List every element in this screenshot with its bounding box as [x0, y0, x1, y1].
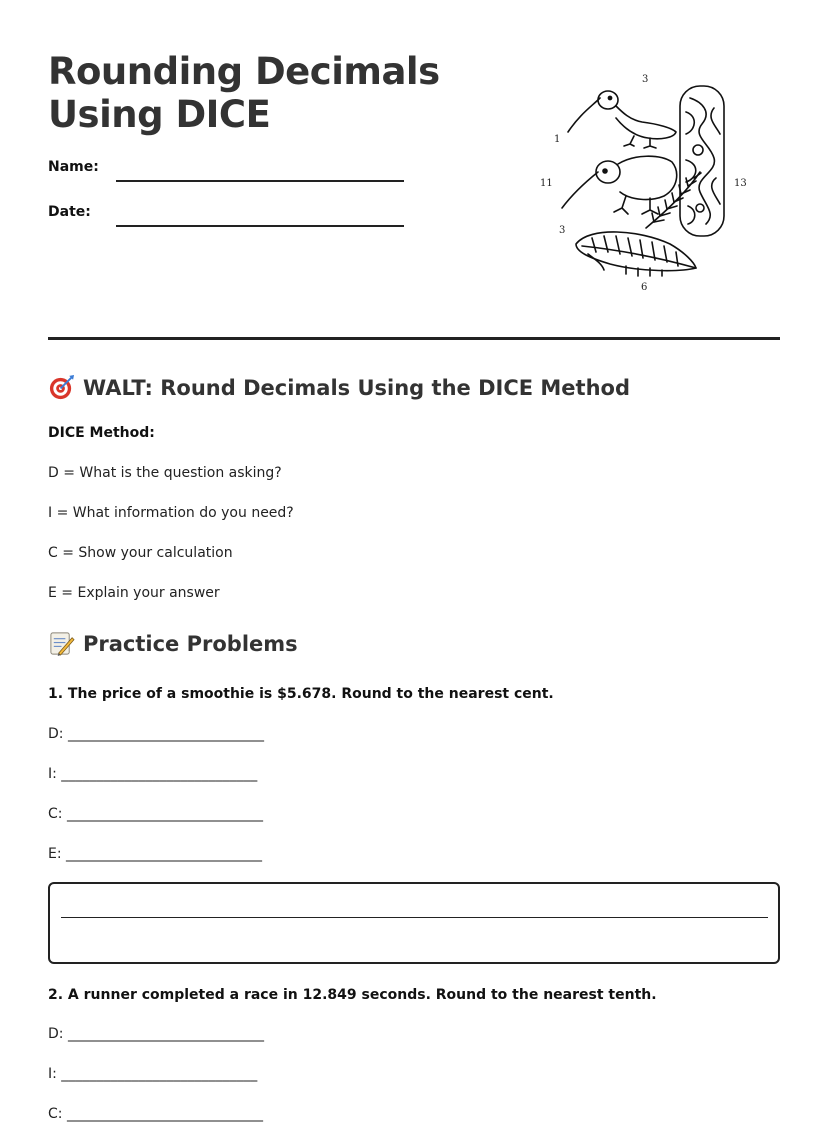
problem-1-question: 1. The price of a smoothie is $5.678. Round to the nearest cent.: [48, 686, 554, 702]
illus-number-bottom: 6: [641, 282, 648, 293]
dice-step-d: D = What is the question asking?: [48, 465, 282, 481]
illus-number-left-upper: 1: [554, 134, 561, 145]
date-field[interactable]: [116, 225, 404, 227]
walt-heading: [48, 374, 630, 401]
problem-2-d-line[interactable]: D: ____________________________: [48, 1026, 264, 1042]
problem-1-c-line[interactable]: C: ____________________________: [48, 806, 263, 822]
dice-step-i: I = What information do you need?: [48, 505, 294, 521]
page-title: [48, 50, 440, 136]
problem-1-d-line[interactable]: D: ____________________________: [48, 726, 264, 742]
name-field[interactable]: [116, 180, 404, 182]
problem-2-question: 2. A runner completed a race in 12.849 seconds. Round to the nearest tenth.: [48, 987, 657, 1003]
date-label: Date:: [48, 204, 91, 220]
illus-number-left-lower: 3: [559, 225, 566, 236]
dice-step-e: E = Explain your answer: [48, 585, 220, 601]
target-dart-icon: [48, 374, 75, 401]
problem-1-answer-box[interactable]: [48, 882, 780, 964]
practice-heading-text: Practice Problems: [83, 631, 298, 656]
dice-method-label: DICE Method:: [48, 425, 155, 441]
illus-number-left: 11: [540, 178, 553, 189]
walt-heading-text: WALT: Round Decimals Using the DICE Method: [83, 375, 630, 400]
answer-writing-line: [61, 917, 768, 918]
problem-2-i-line[interactable]: I: ____________________________: [48, 1066, 258, 1082]
memo-pencil-icon: [48, 630, 75, 657]
practice-heading: [48, 630, 298, 657]
problem-1-e-line[interactable]: E: ____________________________: [48, 846, 263, 862]
problem-1-i-line[interactable]: I: ____________________________: [48, 766, 258, 782]
problem-2-c-line[interactable]: C: ____________________________: [48, 1106, 263, 1122]
kiwi-bird-feather-illustration: [530, 68, 760, 298]
title-line-2: Using DICE: [48, 93, 271, 136]
title-line-1: Rounding Decimals: [48, 50, 440, 93]
name-label: Name:: [48, 159, 99, 175]
illus-number-top: 3: [642, 74, 649, 85]
dice-step-c: C = Show your calculation: [48, 545, 233, 561]
header-divider: [48, 337, 780, 340]
illus-number-right: 13: [734, 178, 747, 189]
